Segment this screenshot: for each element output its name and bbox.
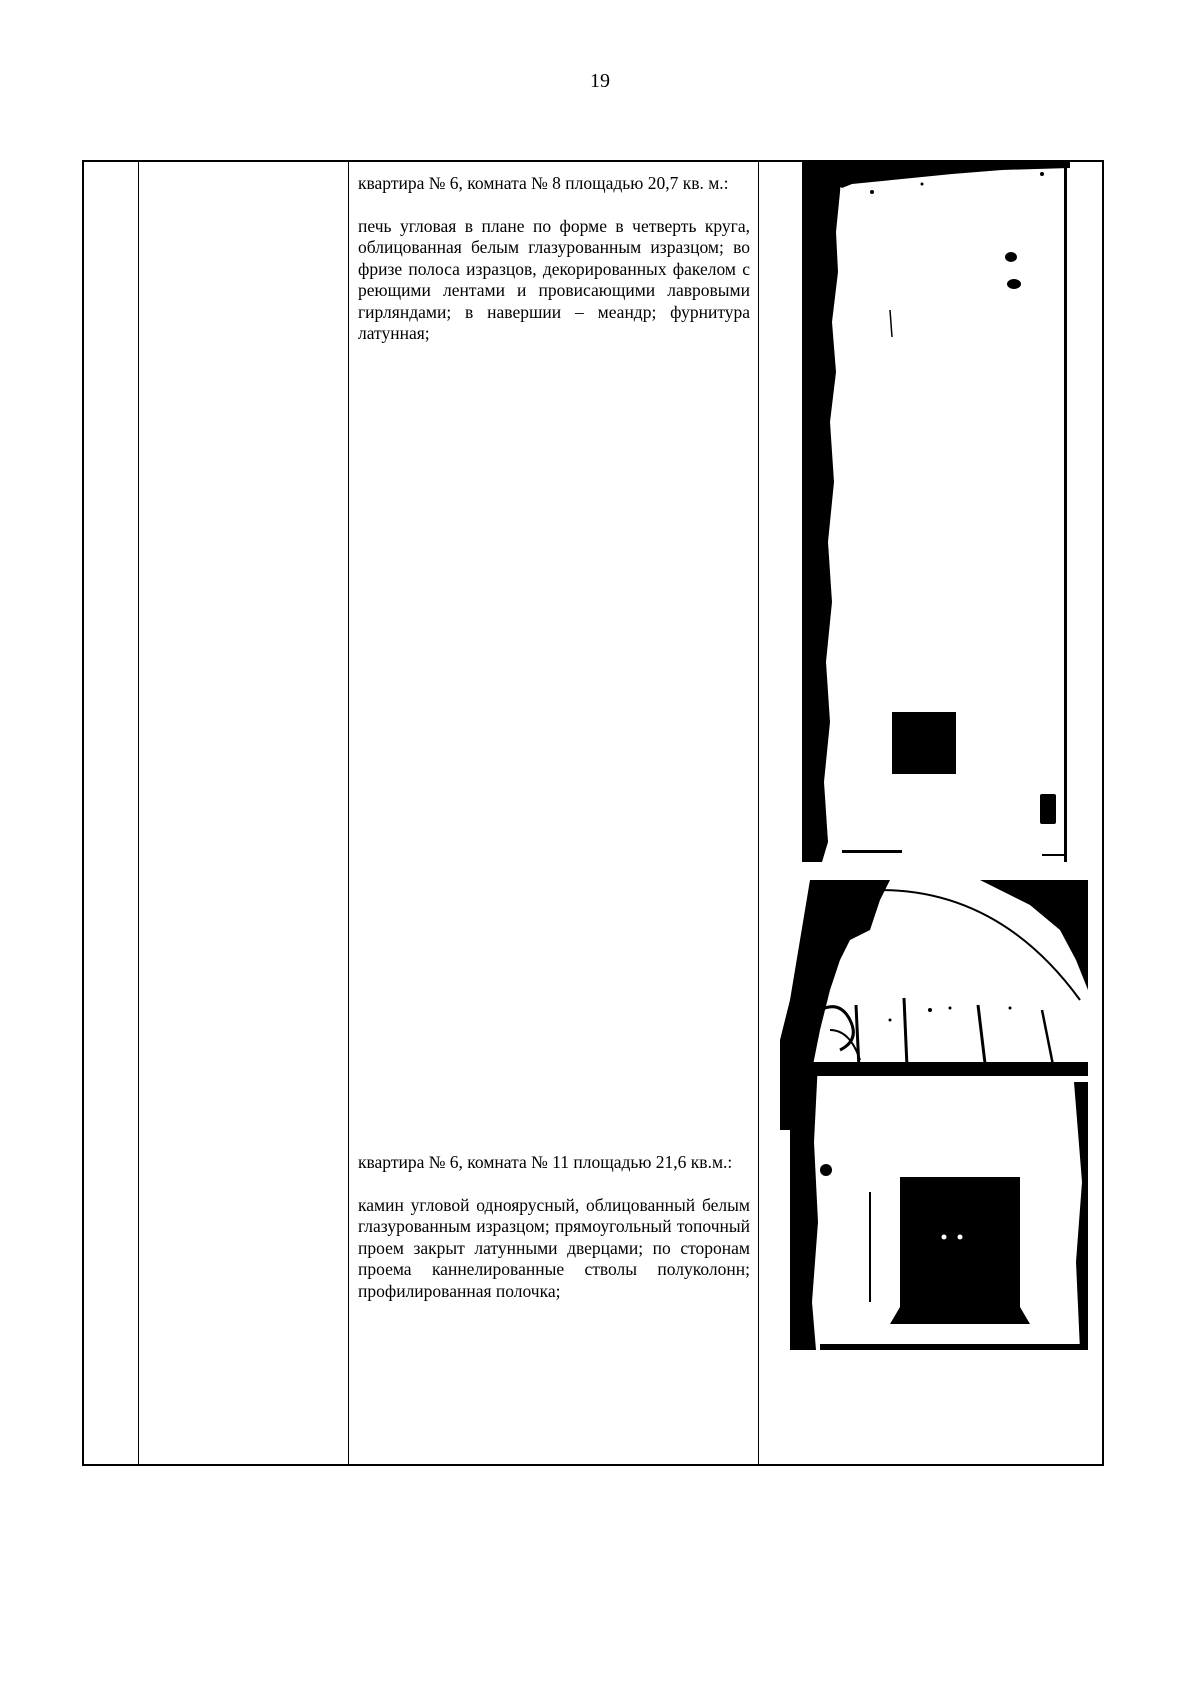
entry-room-11: [358, 1152, 750, 1302]
objects-table: [82, 160, 1104, 1466]
entry-heading: квартира № 6, комната № 8 площадью 20,7 кв. м.:: [358, 173, 729, 193]
entry-room-8: [358, 173, 750, 345]
page-number: 19: [590, 70, 610, 92]
photo-stove-room-8: [802, 162, 1070, 862]
column-divider-1: [138, 162, 139, 1464]
column-divider-3: [758, 162, 759, 1464]
photo-fireplace-room-11: [790, 1062, 1088, 1350]
column-divider-2: [348, 162, 349, 1464]
entry-description: печь угловая в плане по форме в четверть круга, облицованная белым глазурованным изразцом; во фризе полоса изразцов, декорированных факелом с реющими лентами и провисающими лавровыми гирляндами; в навершии – меандр; фурнитура латунная;: [358, 215, 750, 343]
entry-heading: квартира № 6, комната № 11 площадью 21,6 кв.м.:: [358, 1152, 733, 1172]
entry-description: камин угловой одноярусный, облицованный белым глазурованным изразцом; прямоугольный топочный проем закрыт латунными дверцами; по сторонам проема каннелированные стволы полуколонн; профилированная полочка;: [358, 1194, 750, 1301]
